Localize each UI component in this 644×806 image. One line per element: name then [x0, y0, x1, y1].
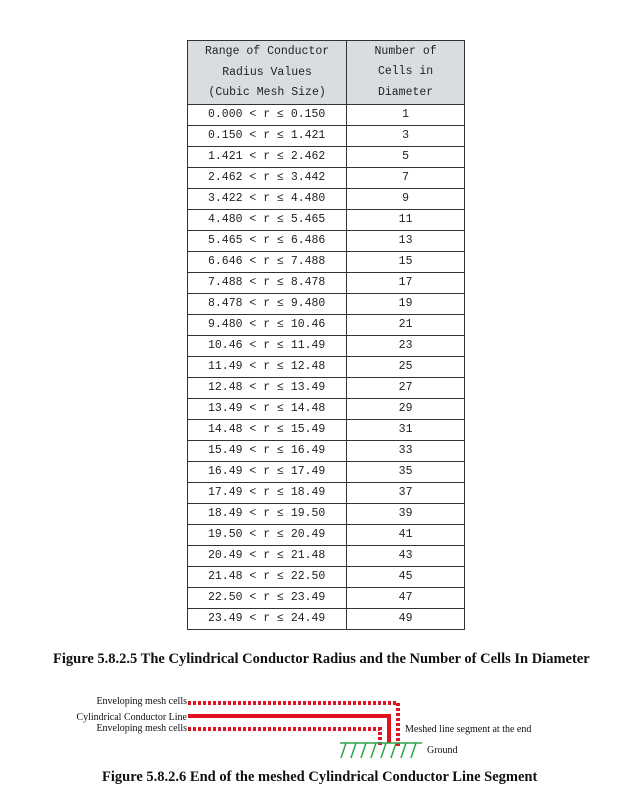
radius-range-cell: 15.49 < r ≤ 16.49 — [188, 440, 347, 461]
radius-range-cell: 23.49 < r ≤ 24.49 — [188, 608, 347, 629]
cell-count-cell: 35 — [347, 461, 465, 482]
radius-range-cell: 9.480 < r ≤ 10.46 — [188, 314, 347, 335]
ground-symbol — [340, 743, 422, 758]
header-range: Range of Conductor Radius Values (Cubic Mesh Size) — [188, 41, 347, 105]
radius-range-cell: 11.49 < r ≤ 12.48 — [188, 356, 347, 377]
cell-count-cell: 43 — [347, 545, 465, 566]
cell-count-cell: 49 — [347, 608, 465, 629]
cell-count-cell: 19 — [347, 293, 465, 314]
cell-count-cell: 17 — [347, 272, 465, 293]
radius-range-cell: 20.49 < r ≤ 21.48 — [188, 545, 347, 566]
cell-count-cell: 47 — [347, 587, 465, 608]
cell-count-cell: 21 — [347, 314, 465, 335]
radius-range-cell: 13.49 < r ≤ 14.48 — [188, 398, 347, 419]
cell-count-cell: 25 — [347, 356, 465, 377]
cell-count-cell: 37 — [347, 482, 465, 503]
radius-range-cell: 16.49 < r ≤ 17.49 — [188, 461, 347, 482]
radius-range-cell: 2.462 < r ≤ 3.442 — [188, 167, 347, 188]
cell-count-cell: 9 — [347, 188, 465, 209]
radius-range-cell: 3.422 < r ≤ 4.480 — [188, 188, 347, 209]
label-meshed-end: Meshed line segment at the end — [405, 724, 532, 735]
label-conductor-line: Cylindrical Conductor Line — [76, 712, 187, 723]
radius-range-cell: 21.48 < r ≤ 22.50 — [188, 566, 347, 587]
label-enveloping-top: Enveloping mesh cells — [96, 696, 187, 707]
cell-count-cell: 39 — [347, 503, 465, 524]
cell-count-cell: 27 — [347, 377, 465, 398]
radius-range-cell: 22.50 < r ≤ 23.49 — [188, 587, 347, 608]
cell-count-cell: 29 — [347, 398, 465, 419]
header-cells: Number of Cells in Diameter — [347, 41, 465, 105]
radius-range-cell: 0.000 < r ≤ 0.150 — [188, 104, 347, 125]
cell-count-cell: 7 — [347, 167, 465, 188]
radius-range-cell: 6.646 < r ≤ 7.488 — [188, 251, 347, 272]
cell-count-cell: 45 — [347, 566, 465, 587]
figure-caption-radius-table: Figure 5.8.2.5 The Cylindrical Conductor Radius and the Number of Cells In Diameter — [53, 651, 590, 667]
cell-count-cell: 41 — [347, 524, 465, 545]
radius-range-cell: 10.46 < r ≤ 11.49 — [188, 335, 347, 356]
cell-count-cell: 15 — [347, 251, 465, 272]
radius-range-cell: 19.50 < r ≤ 20.49 — [188, 524, 347, 545]
radius-range-cell: 14.48 < r ≤ 15.49 — [188, 419, 347, 440]
radius-range-cell: 12.48 < r ≤ 13.49 — [188, 377, 347, 398]
radius-range-cell: 1.421 < r ≤ 2.462 — [188, 146, 347, 167]
cell-count-cell: 5 — [347, 146, 465, 167]
radius-range-cell: 0.150 < r ≤ 1.421 — [188, 125, 347, 146]
cell-count-cell: 3 — [347, 125, 465, 146]
radius-range-cell: 4.480 < r ≤ 5.465 — [188, 209, 347, 230]
label-ground: Ground — [427, 745, 458, 756]
cell-count-cell: 33 — [347, 440, 465, 461]
enveloping-mesh-bottom — [188, 729, 380, 747]
cell-count-cell: 11 — [347, 209, 465, 230]
cell-count-cell: 13 — [347, 230, 465, 251]
cell-count-cell: 23 — [347, 335, 465, 356]
radius-range-cell: 5.465 < r ≤ 6.486 — [188, 230, 347, 251]
label-enveloping-bottom: Enveloping mesh cells — [96, 723, 187, 734]
cell-count-cell: 31 — [347, 419, 465, 440]
radius-range-cell: 7.488 < r ≤ 8.478 — [188, 272, 347, 293]
radius-range-cell: 18.49 < r ≤ 19.50 — [188, 503, 347, 524]
cell-count-cell: 1 — [347, 104, 465, 125]
enveloping-mesh-top — [188, 703, 398, 747]
radius-range-cell: 8.478 < r ≤ 9.480 — [188, 293, 347, 314]
radius-range-cell: 17.49 < r ≤ 18.49 — [188, 482, 347, 503]
figure-caption-conductor-end: Figure 5.8.2.6 End of the meshed Cylindrical Conductor Line Segment — [102, 769, 538, 785]
